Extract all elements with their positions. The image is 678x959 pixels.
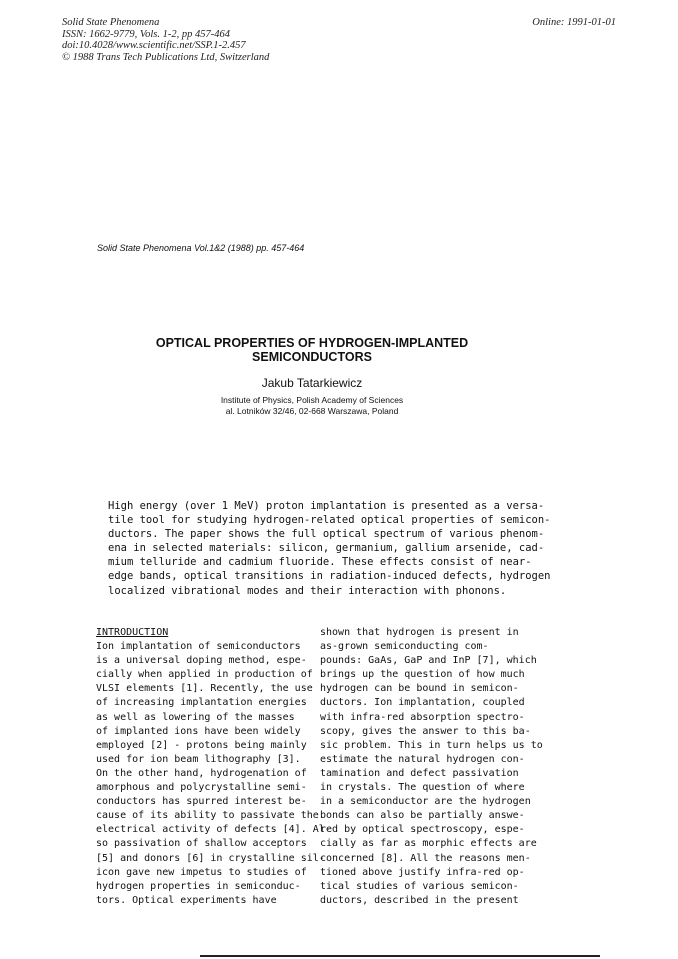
body-line: [5] and donors [6] in crystalline sil- [96, 852, 325, 864]
body-line: hydrogen can be bound in semicon- [320, 683, 519, 695]
body-line: is a universal doping method, espe- [96, 655, 307, 667]
body-line: shown that hydrogen is present in [320, 627, 519, 638]
body-line: cially as far as morphic effects are [320, 838, 537, 850]
affiliation [0, 395, 624, 417]
citation-journal: Solid State Phenomena [62, 17, 160, 28]
body-line: On the other hand, hydrogenation of [96, 767, 307, 779]
body-line: hydrogen properties in semiconduc- [96, 880, 301, 892]
body-line: cially when applied in production of [96, 669, 313, 681]
abstract-line: tile tool for studying hydrogen-related optical properties of semicon- [108, 514, 551, 527]
body-line: in a semiconductor are the hydrogen [320, 796, 531, 808]
body-line: electrical activity of defects [4]. Al- [96, 824, 331, 836]
body-line: tioned above justify infra-red op- [320, 866, 525, 878]
body-line: icon gave new impetus to studies of [96, 866, 307, 878]
body-line: tors. Optical experiments have [96, 894, 277, 906]
affiliation-institute: Institute of Physics, Polish Academy of Sciences [220, 395, 404, 405]
abstract-line: edge bands, optical transitions in radiation-induced defects, hydrogen [108, 570, 551, 583]
affiliation-address: al. Lotników 32/46, 02-668 Warszawa, Poland [225, 406, 399, 416]
body-line: red by optical spectroscopy, espe- [320, 824, 525, 836]
abstract-line: ena in selected materials: silicon, germanium, gallium arsenide, cad- [108, 542, 545, 555]
body-column-left [96, 626, 331, 908]
paper-title-line: SEMICONDUCTORS [252, 350, 372, 364]
body-line: employed [2] - protons being mainly [96, 739, 307, 751]
online-date: Online: 1991-01-01 [532, 17, 616, 28]
citation-copyright: © 1988 Trans Tech Publications Ltd, Switzerland [62, 51, 270, 63]
body-column-right [320, 626, 543, 908]
body-line: amorphous and polycrystalline semi- [96, 782, 307, 794]
body-line: VLSI elements [1]. Recently, the use [96, 683, 313, 695]
body-line: of increasing implantation energies [96, 697, 307, 709]
body-line: used for ion beam lithography [3]. [96, 753, 301, 765]
section-heading-introduction: INTRODUCTION [96, 627, 169, 638]
body-line: conductors has spurred interest be- [96, 796, 307, 808]
abstract-line: High energy (over 1 MeV) proton implantation is presented as a versa- [108, 500, 545, 512]
body-line: scopy, gives the answer to this ba- [320, 725, 531, 737]
body-line: as-grown semiconducting com- [320, 641, 489, 653]
abstract-line: localized vibrational modes and their interaction with phonons. [108, 584, 507, 597]
citation-header [62, 17, 269, 63]
abstract-line: mium telluride and cadmium fluoride. These effects consist of near- [108, 556, 532, 569]
body-line: sic problem. This in turn helps us to [320, 739, 543, 751]
paper-title-line: OPTICAL PROPERTIES OF HYDROGEN-IMPLANTED [155, 336, 469, 350]
abstract-line: ductors. The paper shows the full optical spectrum of various phenom- [108, 528, 545, 541]
body-line: tamination and defect passivation [320, 767, 519, 779]
page-bottom-rule [200, 955, 600, 957]
body-line: ductors. Ion implantation, coupled [320, 697, 525, 709]
body-line: bonds can also be partially answe- [320, 810, 525, 822]
journal-reference: Solid State Phenomena Vol.1&2 (1988) pp. 457-464 [97, 243, 305, 253]
body-line: brings up the question of how much [320, 669, 525, 681]
abstract [108, 499, 578, 598]
body-line: tical studies of various semicon- [320, 880, 519, 892]
body-line: with infra-red absorption spectro- [320, 711, 525, 723]
body-line: ductors, described in the present [320, 894, 519, 906]
paper-title [0, 336, 624, 364]
body-line: in crystals. The question of where [320, 782, 525, 794]
body-line: pounds: GaAs, GaP and InP [7], which [320, 655, 537, 667]
author-name: Jakub Tatarkiewicz [261, 376, 363, 390]
body-line: cause of its ability to passivate the [96, 810, 319, 822]
body-line: as well as lowering of the masses [96, 711, 295, 723]
body-line: of implanted ions have been widely [96, 725, 301, 737]
body-line: concerned [8]. All the reasons men- [320, 852, 531, 864]
body-line: so passivation of shallow acceptors [96, 838, 307, 850]
citation-doi[interactable]: doi:10.4028/www.scientific.net/SSP.1-2.457 [62, 40, 246, 51]
body-line: Ion implantation of semiconductors [96, 641, 301, 653]
body-line: estimate the natural hydrogen con- [320, 753, 525, 765]
citation-issn: ISSN: 1662-9779, Vols. 1-2, pp 457-464 [62, 28, 230, 40]
